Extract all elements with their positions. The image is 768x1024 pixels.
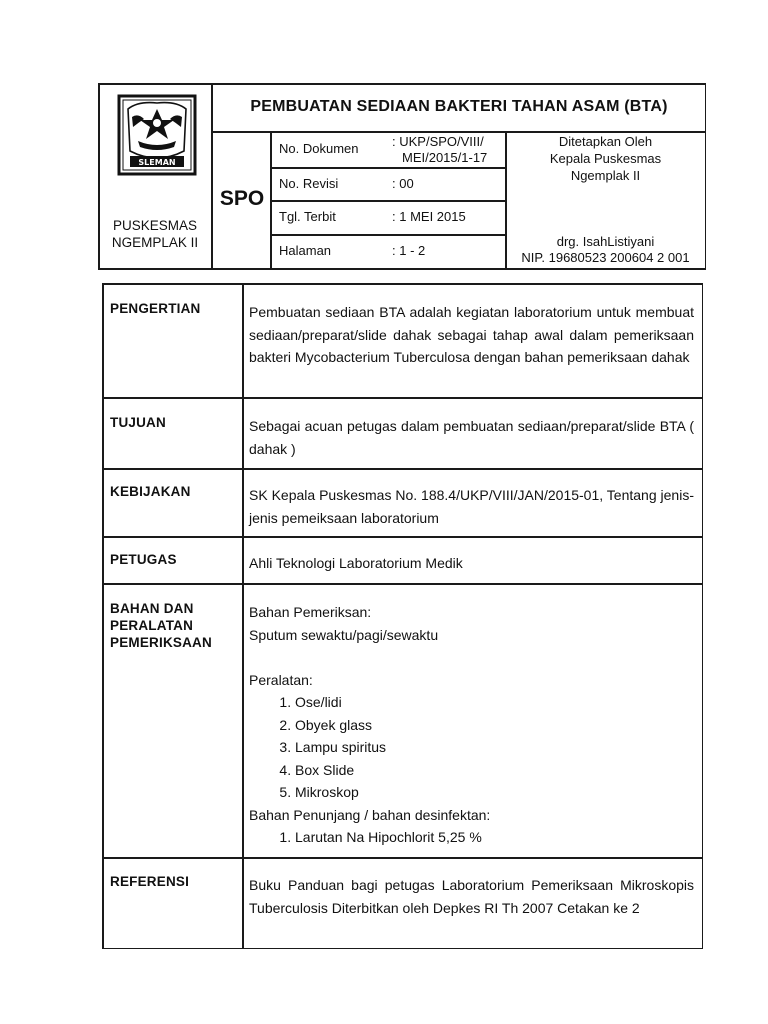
bahan-label-line1: BAHAN DAN: [110, 601, 194, 616]
doc-number-value-line1: : UKP/SPO/VIII/: [392, 134, 484, 149]
document-title: PEMBUATAN SEDIAAN BAKTERI TAHAN ASAM (BTA): [250, 98, 668, 115]
revision-label: No. Revisi: [279, 176, 339, 191]
bahan-content: [249, 601, 694, 849]
sleman-logo: [116, 93, 198, 177]
logo-text: SLEMAN: [138, 158, 176, 167]
bahan-label-line2: PERALATAN: [110, 618, 194, 633]
spo-label: SPO: [219, 187, 265, 210]
kebijakan-text: SK Kepala Puskesmas No. 188.4/UKP/VIII/JAN/2015-01, Tentang jenis-jenis pemeiksaan laboratorium: [249, 487, 694, 526]
pengertian-text: Pembuatan sediaan BTA adalah kegiatan laboratorium untuk membuat sediaan/preparat/slide dahak sebagai tahap awal dalam pemeriksaan bakteri Mycobacterium Tuberculosa dengan bahan pemeriksaan dahak: [249, 304, 694, 365]
approval-line1: Ditetapkan Oleh: [558, 134, 653, 149]
doc-number-label: No. Dokumen: [279, 141, 359, 156]
approval-block: [507, 133, 704, 184]
org-name-line1: PUSKESMAS: [112, 218, 198, 233]
signer-block: [507, 234, 704, 266]
bahan-label: [110, 600, 212, 651]
signer-name: drg. IsahListiyani: [556, 234, 655, 249]
signer-nip: NIP. 19680523 200604 2 001: [521, 250, 690, 265]
approval-line2: Kepala Puskesmas: [549, 151, 662, 166]
doc-number-value-line2: MEI/2015/1-17: [402, 150, 488, 165]
penunjang-list: [249, 826, 694, 849]
page-label: Halaman: [279, 243, 332, 258]
tujuan-label: TUJUAN: [110, 415, 166, 430]
org-name-line2: NGEMPLAK II: [111, 235, 199, 250]
referensi-label: REFERENSI: [110, 874, 190, 889]
tujuan-text: Sebagai acuan petugas dalam pembuatan sediaan/preparat/slide BTA ( dahak ): [249, 418, 694, 457]
list-item: 4. Box Slide: [295, 759, 694, 782]
doc-number-value: [392, 134, 487, 166]
list-item: 1. Ose/lidi: [295, 691, 694, 714]
pengertian-label: PENGERTIAN: [110, 301, 201, 316]
list-item: 5. Mikroskop: [295, 781, 694, 804]
peralatan-list: [249, 691, 694, 804]
penunjang-title: Bahan Penunjang / bahan desinfektan:: [249, 806, 491, 823]
list-item: 2. Obyek glass: [295, 714, 694, 737]
issue-date-value: : 1 MEI 2015: [392, 209, 466, 224]
org-name: [99, 217, 211, 251]
issue-date-label: Tgl. Terbit: [279, 209, 336, 224]
bahan-label-line3: PEMERIKSAAN: [110, 635, 212, 650]
revision-value: : 00: [392, 176, 414, 191]
bahan-value: Sputum sewaktu/pagi/sewaktu: [249, 626, 439, 643]
petugas-label: PETUGAS: [110, 552, 177, 567]
petugas-text: Ahli Teknologi Laboratorium Medik: [249, 555, 463, 571]
referensi-text: Buku Panduan bagi petugas Laboratorium Pemeriksaan Mikroskopis Tuberculosis Diterbitkan oleh Depkes RI Th 2007 Cetakan ke 2: [249, 877, 694, 916]
approval-line3: Ngemplak II: [570, 168, 641, 183]
bahan-title: Bahan Pemeriksan:: [249, 604, 372, 620]
list-item: 1. Larutan Na Hipochlorit 5,25 %: [295, 826, 694, 849]
peralatan-title: Peralatan:: [249, 671, 313, 688]
list-item: 3. Lampu spiritus: [295, 736, 694, 759]
page-value: : 1 - 2: [392, 243, 426, 258]
kebijakan-label: KEBIJAKAN: [110, 484, 191, 499]
